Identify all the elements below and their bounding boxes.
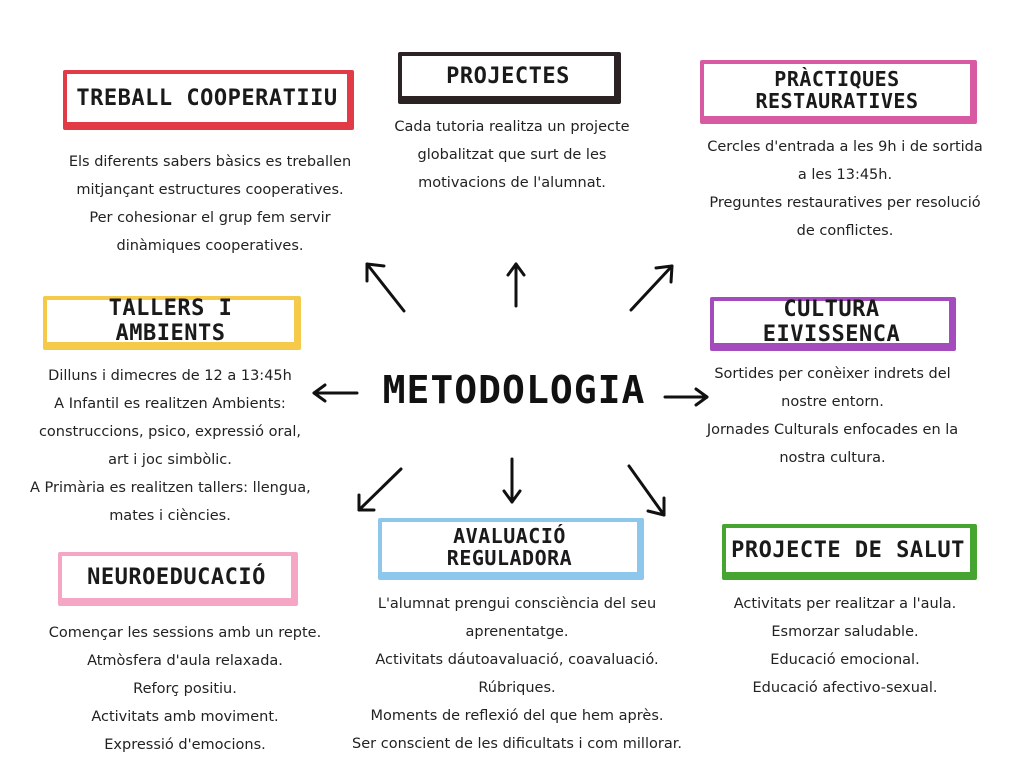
text-line: Esmorzar saludable. xyxy=(771,624,919,640)
arrow-to-salut xyxy=(629,466,664,515)
title-treball-cooperatiu: TREBALL COOPERATIIU xyxy=(76,85,338,111)
title-tallers-ambients: TALLERS I AMBIENTS xyxy=(108,296,233,346)
text-line: Per cohesionar el grup fem servir xyxy=(89,210,331,226)
text-projecte-salut xyxy=(715,590,975,702)
text-line: nostre entorn. xyxy=(781,394,884,410)
text-line: Educació emocional. xyxy=(770,652,920,668)
title-box-projecte-salut xyxy=(722,524,977,580)
text-line: a les 13:45h. xyxy=(797,167,893,183)
title-box-practiques-restauratives xyxy=(700,60,977,124)
text-line: Educació afectivo-sexual. xyxy=(752,680,938,696)
text-line: L'alumnat prengui consciència del seu xyxy=(377,596,657,612)
text-cultura-eivissenca xyxy=(700,360,965,472)
center-title: METODOLOGIA xyxy=(382,368,646,412)
title-practiques-line-1: PRÀCTIQUES xyxy=(774,67,900,91)
text-line: Activitats per realitzar a l'aula. xyxy=(733,596,957,612)
title-box-neuroeducacio xyxy=(58,552,298,606)
text-line: dinàmiques cooperatives. xyxy=(116,238,304,254)
title-practiques-line-2: RESTAURATIVES xyxy=(755,89,919,113)
text-neuroeducacio xyxy=(40,619,330,759)
text-line: art i joc simbòlic. xyxy=(108,452,232,468)
text-line: A Infantil es realitzen Ambients: xyxy=(54,396,286,412)
text-line: Moments de reflexió del que hem après. xyxy=(370,708,664,724)
arrow-to-projectes xyxy=(508,264,524,306)
text-treball-cooperatiu xyxy=(40,148,380,260)
arrow-to-avaluacio xyxy=(504,459,520,502)
title-box-projectes xyxy=(398,52,621,104)
text-tallers-ambients xyxy=(30,362,310,530)
title-projecte-salut: PROJECTE DE SALUT xyxy=(731,537,965,563)
text-line: Jornades Culturals enfocades en la xyxy=(706,422,959,438)
text-line: de conflictes. xyxy=(796,223,894,239)
text-line: Atmòsfera d'aula relaxada. xyxy=(87,653,283,669)
text-line: motivacions de l'alumnat. xyxy=(418,175,606,191)
title-cultura-eivissenca: CULTURA EIVISSENCA xyxy=(762,297,901,347)
text-line: Expressió d'emocions. xyxy=(104,737,266,753)
text-line: Preguntes restauratives per resolució xyxy=(709,195,981,211)
text-line: Els diferents sabers bàsics es treballen xyxy=(68,154,352,170)
text-line: Dilluns i dimecres de 12 a 13:45h xyxy=(48,368,292,384)
text-line: globalitzat que surt de les xyxy=(417,147,607,163)
text-line: aprenentatge. xyxy=(465,624,569,640)
title-box-cultura-eivissenca xyxy=(710,297,956,351)
title-avaluacio-line-2: REGULADORA xyxy=(446,546,573,570)
text-line: nostra cultura. xyxy=(779,450,886,466)
arrow-to-neuro xyxy=(359,469,401,510)
title-box-avaluacio-reguladora xyxy=(378,518,644,580)
text-line: A Primària es realitzen tallers: llengua, xyxy=(30,480,311,496)
arrow-to-treball xyxy=(367,264,404,311)
text-line: mates i ciències. xyxy=(109,508,231,524)
title-projectes: PROJECTES xyxy=(446,63,570,89)
title-box-treball-cooperatiu xyxy=(63,70,354,130)
text-line: Ser conscient de les dificultats i com millorar. xyxy=(352,736,682,752)
text-line: Rúbriques. xyxy=(478,680,556,696)
text-avaluacio-reguladora xyxy=(352,590,682,758)
arrow-to-tallers xyxy=(314,385,357,401)
text-line: Activitats amb moviment. xyxy=(91,709,279,725)
text-line: mitjançant estructures cooperatives. xyxy=(76,182,344,198)
text-line: Activitats dáutoavaluació, coavaluació. xyxy=(375,652,659,668)
text-line: Cada tutoria realitza un projecte xyxy=(394,119,630,135)
title-box-tallers-ambients xyxy=(43,296,301,350)
text-line: Sortides per conèixer indrets del xyxy=(714,366,951,382)
text-line: Començar les sessions amb un repte. xyxy=(48,625,322,641)
arrow-to-practiques xyxy=(631,266,672,310)
text-practiques-restauratives xyxy=(695,133,995,245)
title-avaluacio-line-1: AVALUACIÓ xyxy=(453,524,566,548)
text-projectes xyxy=(372,113,652,197)
text-line: Cercles d'entrada a les 9h i de sortida xyxy=(707,139,983,155)
title-neuroeducacio: NEUROEDUCACIÓ xyxy=(87,564,266,590)
text-line: construccions, psico, expressió oral, xyxy=(38,424,302,440)
text-line: Reforç positiu. xyxy=(133,681,237,697)
